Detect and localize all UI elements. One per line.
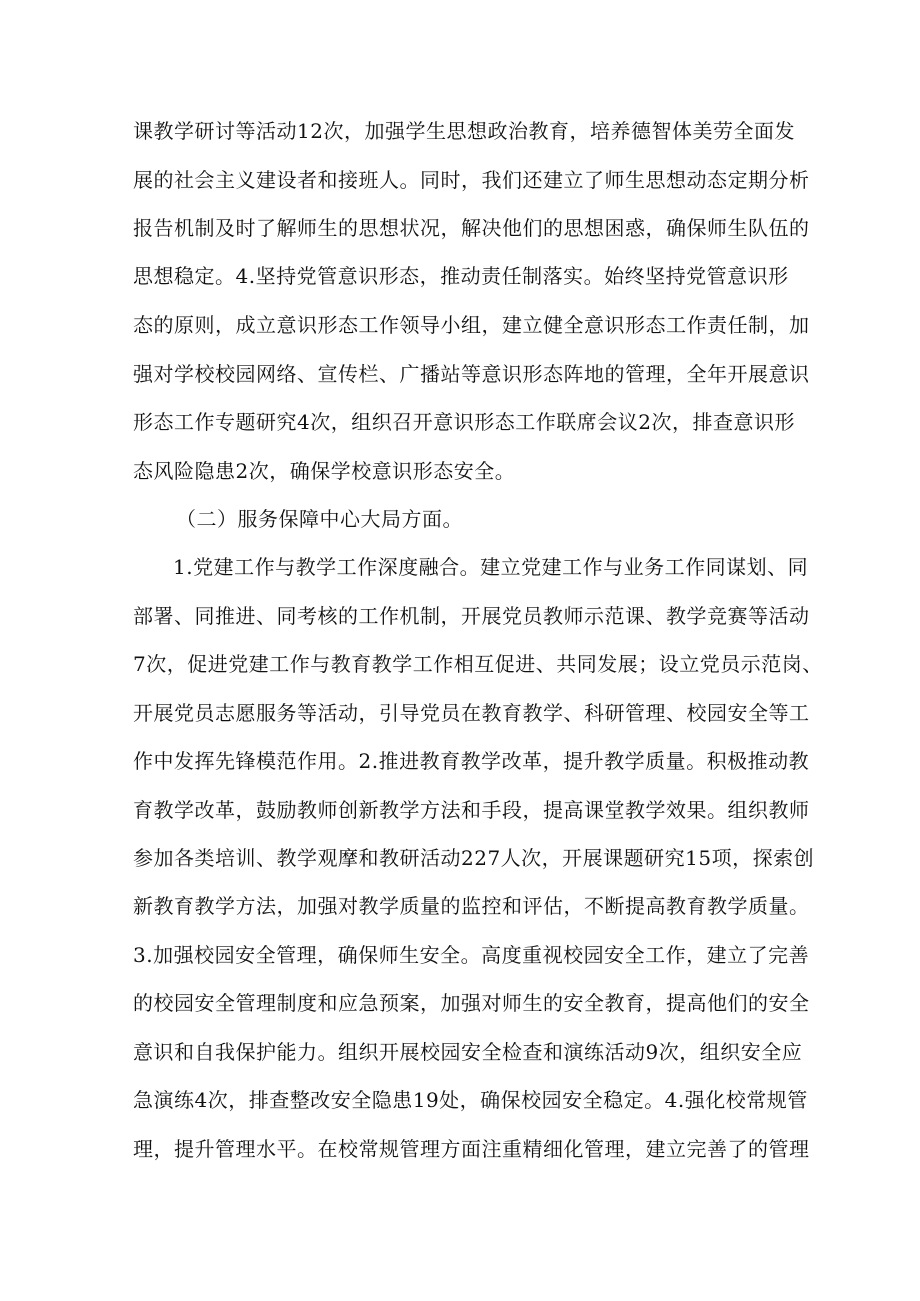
text-line: 1.党建工作与教学工作深度融合。建立党建工作与业务工作同谋划、同: [173, 555, 809, 579]
text-line: 形态工作专题研究4次，组织召开意识形态工作联席会议2次，排查意识形: [133, 410, 795, 434]
text-line: 态的原则，成立意识形态工作领导小组，建立健全意识形态工作责任制，加: [133, 313, 810, 337]
text-line: 新教育教学方法，加强对教学质量的监控和评估，不断提高教育教学质量。: [133, 894, 810, 918]
text-line: 急演练4次，排查整改安全隐患19处，确保校园安全稳定。4.强化校常规管: [133, 1088, 808, 1112]
text-line: 开展党员志愿服务等活动，引导党员在教育教学、科研管理、校园安全等工: [133, 701, 810, 725]
text-line: 课教学研讨等活动12次，加强学生思想政治教育，培养德智体美劳全面发: [133, 119, 795, 143]
text-line: 的校园安全管理制度和应急预案，加强对师生的安全教育，提高他们的安全: [133, 991, 810, 1015]
section-heading: （二）服务保障中心大局方面。: [176, 507, 463, 531]
text-line: 意识和自我保护能力。组织开展校园安全检查和演练活动9次，组织安全应: [133, 1040, 803, 1064]
text-line: 理，提升管理水平。在校常规管理方面注重精细化管理，建立完善了的管理: [133, 1137, 810, 1161]
text-line: 参加各类培训、教学观摩和教研活动227人次，开展课题研究15项，探索创: [133, 846, 815, 870]
text-line: 展的社会主义建设者和接班人。同时，我们还建立了师生思想动态定期分析: [133, 168, 810, 192]
text-line: 报告机制及时了解师生的思想状况，解决他们的思想困惑，确保师生队伍的: [133, 216, 810, 240]
text-line: 3.加强校园安全管理，确保师生安全。高度重视校园安全工作，建立了完善: [133, 943, 810, 967]
text-line: 部署、同推进、同考核的工作机制，开展党员教师示范课、教学竞赛等活动: [133, 604, 810, 628]
text-line: 作中发挥先锋模范作用。2.推进教育教学改革，提升教学质量。积极推动教: [133, 749, 810, 773]
text-line: 7次，促进党建工作与教育教学工作相互促进、共同发展；设立党员示范岗、: [133, 652, 823, 676]
text-line: 态风险隐患2次，确保学校意识形态安全。: [133, 459, 516, 483]
text-line: 育教学改革，鼓励教师创新教学方法和手段，提高课堂教学效果。组织教师: [133, 798, 810, 822]
text-line: 思想稳定。4.坚持党管意识形态，推动责任制落实。始终坚持党管意识形: [133, 264, 789, 288]
text-line: 强对学校校园网络、宣传栏、广播站等意识形态阵地的管理，全年开展意识: [133, 362, 810, 386]
